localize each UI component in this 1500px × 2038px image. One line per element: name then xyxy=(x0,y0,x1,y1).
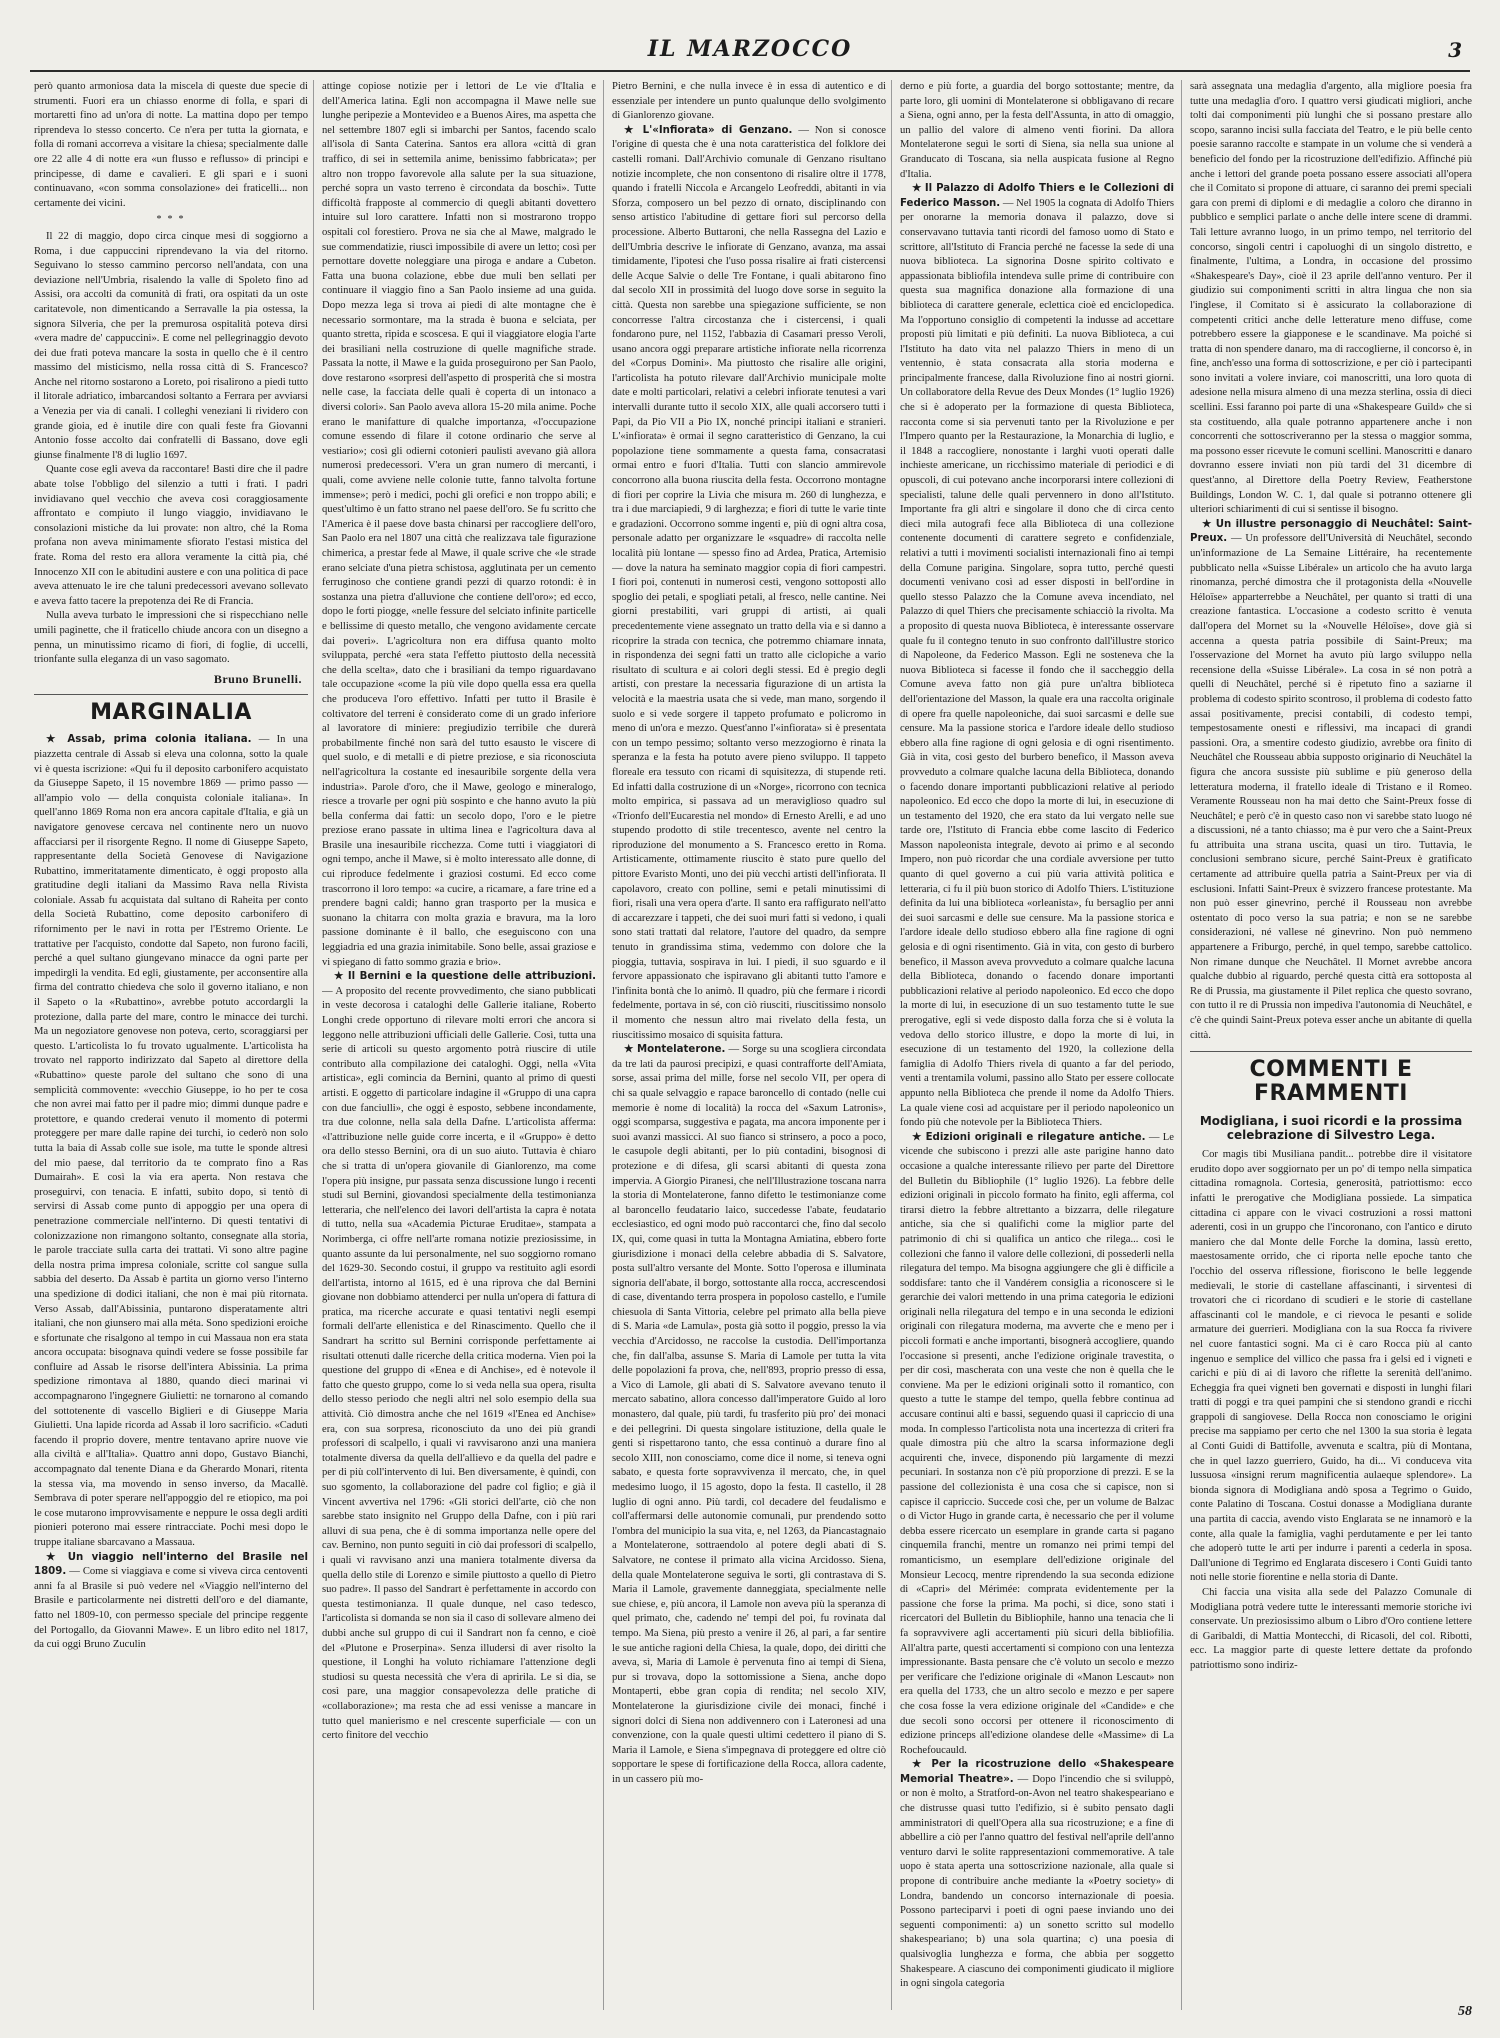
paragraph: attinge copiose notizie per i lettori de Le vie d'Italia e dell'America latina. Egli non accompagna il Mawe nelle sue lunghe peripezie a Montevideo e a Buenos Aires, ma aspetta che nel settembre 1807 egli si imbarchi per Santos, facendo scalo all'isola di Santa Caterina. Santos era allora «città di gran traffico, di sei in settemila anime, benissimo fabbricata»; per altro non troppo favorevole alla salute per la sua situazione, perché sopra un vasto terreno è circondata da boschi». Tutte difficoltà frapposte al commercio di quegli abitanti dovettero intuire sul loro carattere. Infatti non si mostrarono troppo ospitali col forestiero. Prova ne sia che al Mawe, malgrado le sue commendatizie, riuscì impossibile di avere un letto; così per pernottare dovette noleggiare una piroga e andare a Cubeton. Fatta una buona colazione, ebbe due muli ben sellati per continuare il viaggio fino a San Paolo insieme ad una guida. Dopo mezza lega si trova ai piedi di alte montagne che è necessario sormontare, ma la strada è buona e selciata, per quanto stretta, ripida e scoscesa. E qui il viaggiatore elogia l'arte dei brasiliani nella costruzione di quelle magnifiche strade. Passata la notte, il Mawe e la guida proseguirono per San Paolo, dove restarono «sorpresi dell'aspetto di prosperità che si mostra nelle case, la facciata delle quali è coperta di un intonaco a diversi colori». San Paolo aveva allora 15-20 mila anime. Poche erano le manifatture di qualche importanza, «l'occupazione comune essendo di filare il cotone ordinario che serve al vestiario»; così gli odierni cotonieri paulisti avevano già allora numerosi predecessori. V'era un gran numero di mercanti, i quali, come avviene nelle colonie tutte, fanno talvolta fortune immense»; però i medici, pochi gli orefici e non troppo abili; e quest'ultimo è un fatto strano nel paese dell'oro. Se fu scritto che l'America è il paese dove basta chinarsi per raccogliere dell'oro, San Paolo era nel 1807 una città che realizzava tale figurazione chimerica, a prestar fede al Mawe, il quale scrive che «le strade erano selciate d'una pietra schistosa, agglutinata per un cemento ferruginoso che contiene grandi pezzi di quarzo rotondi: è in sostanza una pietra d'alluvione che contiene dell'oro»; ed ecco, dopo le forti piogge, «nelle fessure del selciato infinite particelle e bellissime di questo metallo, che vengono avidamente cercate dai poveri». L'agricoltura non era diffusa quanto molto sviluppata, perché «era stata l'effetto piuttosto della necessità che della scelta», dato che i brasiliani da tempo riguardavano tale occupazione «come la più vile dopo quella essa era quella che produceva l'oro effettivo. Infatti per tutto il Brasile è coltivatore del terreni è considerato come di un grado inferiore al lavoratore di miniere: pregiudizio terribile che durerà probabilmente finché non sarà del tutto esausto le viscere di quel suolo, e di metalli e di pietre preziose, e sia riconosciuta nell'agricoltura la costante ed inesauribile sorgente della vera industria». Parole d'oro, che il Mawe, geologo e mineralogo, riesce a trovarle per ogni più sospinto e che hanno avuto la più bella conferma dai fatti: un secolo dopo, l'oro e le pietre preziose erano passate in ultima linea e l'agricoltura dava al Brasile una inesauribile ricchezza. Come tutti i viaggiatori di ogni tempo, anche il Mawe, si è molto interessato alle donne, di cui riproduce fedelmente i graziosi costumi. Ed ecco come trascorrono il loro tempo: «a cucire, a ricamare, a fare trine ed a prendere bagni caldi; hanno gran trasporto per la musica e suonano la chitarra con molta grazia e bravura, ma la loro passione dominante è il ballo, che eseguiscono con una leggiadria ed una grazia inimitabile. Sono belle, assai graziose e vi spiegano di fatto sommo grazia e brio». xyxy=(322,81,596,968)
article-item xyxy=(900,182,1174,1131)
item-text: — Come si viaggiava e come si viveva circa centoventi anni fa al Brasile si può vedere nel «Viaggio nell'interno del Brasile e particolarmente nei distretti dell'oro e del diamante, fatto nel 1809-10, con permesso speciale del principe reggente del Portogallo, da Giovanni Mawe». E un libro edito nel 1817, da cui oggi Bruno Zuculin xyxy=(34,1566,308,1651)
item-text: — Dopo l'incendio che si sviluppò, or non è molto, a Stratford-on-Avon nel teatro shakespeariano e che distrusse quasi tutto l'edifizio, si è subito pensato dagli amministratori di quell'Opera alla sua ricostruzione; e a fine di abbellire a ciò per l'anno quattro del festival nell'aprile dell'anno venturo darvi le solite rappresentazioni commemorative. A tale uopo è stata aperta una sottoscrizione nazionale, alla quale si propone di contribuire anche mediante la «Poetry society» di Londra, bandendo un concorso internazionale di poesia. Possono parteciparvi i poeti di ogni paese inviando uno dei seguenti componimenti: a) un sonetto scritto sul modello shakespeariano; b) una sola quartina; c) una poesia di qualsivoglia lunghezza e forma, che abbia per soggetto Shakespeare. A ciascuno dei componimenti giudicato il migliore in ogni singola categoria xyxy=(900,1773,1174,1990)
item-text: — Non si conosce l'origine di questa che è una nota caratteristica del folklore dei castelli romani. Dall'Archivio comunale di Genzano risultano notizie incomplete, che non consentono di risalire oltre il 1778, quando i fratelli Niccola e Arcangelo Leofreddi, abitanti in via Sforza, composero un bel pezzo di ornato, disciplinando con senso artistico l'abitudine di gettare fiori sul percorso della processione. Alberto Buttaroni, che nella Rassegna del Lazio e dell'Umbria descrive le infiorate di Genzano, avanza, ma assai timidamente, l'ipotesi che l'uso possa risalire ai frati cistercensi delle Acque Salvie o delle Tre Fontane, i quali abitarono fino dal secolo XII in prossimità del luogo dove sorse in seguito la città. Questa non sarebbe una spiegazione sufficiente, se non concorresse l'altra circostanza che i cistercensi, i quali fondarono pure, nel 1152, l'abbazia di Casamari presso Veroli, usano ancora oggi preparare artistiche infiorate nella ricorrenza del «Corpus Domini». Ma piuttosto che risalire alle origini, l'articolista ha potuto rilevare dall'Archivio municipale molte date e molti particolari, relativi a celebri infiorate tenutesi a vari intervalli durante tutto il secolo XIX, alle quali accorsero tutti i Papi, da Pio VII a Pio IX, nonché principi italiani e stranieri. L'«infiorata» è ormai il segno caratteristico di Genzano, la cui popolazione tiene sommamente a questa fama, consacratasi ormai entro e fuori d'Italia. Tutti con slancio ammirevole concorrono alla buona riuscita della festa. Occorrono montagne di fiori per coprire la Livia che misura m. 260 di lunghezza, e tra i due marciapiedi, 9 di larghezza; e fiori di tutte le varie tinte e gradazioni. Occorrono somme ingenti e, più di ogni altra cosa, personale adatto per organizzare le «squadre» di raccolta nelle località più lontane — spesso fino ad Ardea, Pratica, Artemisio — dove la natura ha seminato maggior copia di fiori campestri. I fiori poi, contenuti in numerosi cesti, vengono sottoposti allo spoglio dei petali, e spogliati petali, al fresco, nelle cantine. Nei giorni prestabiliti, vari gruppi di artisti, ai quali precedentemente viene assegnato un tratto della via e si danno a ricoprire la strada con tecnica, che potremmo chiamare innata, in rispondenza dei segni fatti un tratto alle ciclopiche a vario risultato di scultura e ai colori degli stessi. Ed è pregio degli artisti, con prestare la necessaria figurazione di un artista la velocità e la maestria usata che si vede, man mano, sorgendo il suolo e si vede sorgere il tappeto profumato e policromo in meno di un'ora e mezzo. Quest'anno l'«infiorata» si è presentata con un tempo pessimo; soltanto verso mezzogiorno è rinata la speranza e la festa ha potuto avere pieno sviluppo. Il tappeto floreale era tessuto con ricami di squisitezza, di stupende reti. Ed infatti dalla costruzione di un «Norge», ricorrono con tecnica molto empirica, si passava ad un meraviglioso quadro sul «Trionfo dell'Eucarestia nel mondo» di Ernesto Arelli, e ad uno stupendo prodotto di stile trecentesco, avente nel centro la riproduzione del monumento a S. Francesco eretto in Roma. Artisticamente, ottimamente riuscito è stato pure quello del pittore Evaristo Monti, uno dei più vecchi artisti dell'infiorata. Il capolavoro, creato con polline, semi e petali minutissimi di fiori, risalì una vera opera d'arte. Il santo era raffigurato nell'atto di accarezzare i tappeti, che dei suoi muri fatti si vedono, i quali sono stati trattati dal relatore, l'autore del quadro, da sempre tenuto in grandissima stima, vedemmo con dolore che la pioggia, tuttavia, sospirava in lui. I piedi, il suo sguardo e il fervore appassionato che ispiravano gli abitanti tutto l'amore e l'infinita bontà che lo animò. Il quadro, più che fermare i ricordi fedelmente, portava in sé, con ciò riusciti, riuscitissimo nonsolo il momento che nessun altro mai rivelato della festa, un riuscitissimo mosaico di squisita fattura. xyxy=(612,124,886,1041)
paragraph: sarà assegnata una medaglia d'argento, alla migliore poesia fra tutte una medaglia d'oro. I quattro versi giudicati migliori, anche tolti dai componimenti più lunghi che si possano prestare allo scopo, saranno incisi sulla facciata del Teatro, e le più belle cento poesie saranno raccolte e stampate in un volume che si venderà a beneficio del fondo per la ricostruzione dell'edifizio. Affinché più anche i lettori del grande poeta possano essere associati all'opera che il Comitato si propone di attuare, ci saranno dei premi speciali gara con premi di diplomi e di medaglie a coloro che diranno in pubblico e semplici parlate o anche delle intere scene di drammi. Tali letture avranno luogo, in un primo tempo, nel territorio del concorso, singoli centri i capoluoghi di un singolo distretto, e finalmente, l'ultima, a Londra, in occasione del prossimo «Shakespeare's Day», cioè il 23 aprile dell'anno venturo. Per il giudizio sui componimenti scritti in altra lingua che non sia l'inglese, il Comitato si è assicurato la collaborazione di competenti critici anche delle letterature meno diffuse, come potrebbero essere la giapponese e le scandinave. Ma poiché si tratta di non spendere danaro, ma di raccoglierne, il concorso è, in fine, anch'esso una forma di sottoscrizione, e per ciò i partecipanti sono invitati a volere inviare, coi manoscritti, una loro quota di adesione nella misura almeno di una mezza sterlina, ossia di dieci scellini. Essi faranno poi parte di una «Shakespeare Guild» che si sta costituendo, alla quale potranno appartenere anche i non concorrenti che sottoscriveranno per la stessa o maggior somma, ma possono esser ricevute le comuni scellini. Manoscritti e danaro dovranno essere inviati non più tardi del 31 dicembre di quest'anno, al Direttore della Poetry Review, Featherstone Buildings, London W. C. 1, dal quale si potranno ottenere gli ulteriori schiarimenti di cui si sentisse il bisogno. xyxy=(1190,81,1472,516)
item-text: — Un professore dell'Università di Neuchâtel, secondo un'informazione de La Semaine Littéraire, ha recentemente pubblicato nella «Suisse Libérale» un articolo che ha avuto larga rinomanza, perché dimostra che il protagonista della «Nouvelle Héloïse» apparterrebbe a Neuchâtel, per quanto si tratti di una creazione fantastica. L'occasione a codesto scritto è venuta dall'opera del Mornet su la «Nouvelle Héloïse», dove già si accenna a questa patria possibile di Saint-Preux; ma l'osservazione del Mornet ha avuto più largo sviluppo nella recensione della «Suisse Libérale». La cosa in sé non potrà a quelli di Neuchâtel, perché si è ripetuto fino a saziarne il problema di codesto spirito scontroso, il problema di codesto fatto assai positivamente, precisi contabili, di codesto tempi, tempestosamente onesti e riflessivi, ma incapaci di grandi passioni. Ora, a smentire codesto giudizio, avrebbe ora finito di Neuchâtel che Rousseau abbia supposto originario di Neuchâtel la figura che ancora sussiste più sublime e più generoso della letteratura moderna, il fratello ideale di Tristano e il Romeo. Veramente Rousseau non ha mai detto che Saint-Preux fosse di Neuchâtel; e però c'è in questo caso non vi sarebbe stato luogo né a discussioni, né a tanto chiasso; ma è pur vero che a Saint-Preux fu attribuita una strana uscita, quasi un tiro. Tuttavia, le conclusioni sembrano sicure, perché Saint-Preux è gratificato certamente ad attribuire quella patria a Saint-Preux per via di esclusioni. Infatti Saint-Preux è svizzero francese protestante. Ma non può esser ginevrino, perché il Rousseau non avrebbe ostentato di poco verso la sua patria; e non se ne sarebbe considerazioni, né vallese né ginevrino. Non può nemmeno appartenere a Friburgo, perché, in quel tempo, sarebbe cattolico. Non rimane dunque che Neuchâtel. Il Mornet avrebbe ancora qualche dubbio al riguardo, perché questa città era sottoposta al Re di Prussia, ma giustamente il Pilet replica che questo sovrano, con tutto il re di Prussia non impediva l'autonomia di Neuchâtel, e c'è che quindi Saint-Preux poteva esser anche un abitante di quella città. xyxy=(1190,533,1472,1041)
star-icon: ★ xyxy=(912,1131,926,1143)
article-item xyxy=(612,1043,886,1787)
star-icon: ★ xyxy=(46,734,68,746)
star-icon: ★ xyxy=(46,1551,68,1563)
item-heading: Un viaggio nell'interno del Brasile nel 1809. xyxy=(34,1551,308,1578)
masthead: IL MARZOCCO xyxy=(647,36,853,62)
article-item xyxy=(34,733,308,1550)
column-2 xyxy=(322,80,596,2010)
item-heading: Un illustre personaggio di Neuchâtel: Saint-Preux. xyxy=(1190,518,1472,545)
star-icon: ★ xyxy=(912,1759,932,1771)
star-icon: ★ xyxy=(912,183,925,195)
column-5 xyxy=(1190,80,1472,2010)
paragraph: Il 22 di maggio, dopo circa cinque mesi di soggiorno a Roma, i due cappuccini riprendevano la via del ritorno. Seguivano lo stesso cammino percorso nell'andata, con una deviazione nell'Umbria, risalendo la valle di Spoleto fino ad Assisi, ora accolti da comunità di frati, ora ospitati da un oste caritatevole, non dimenticando a Serravalle la pia ostessa, la signora Silveria, che per la premurosa ospitalità poteva dirsi «vera madre de' cappuccini». E come nel pellegrinaggio devoto dei due frati poteva mancare la sosta in quello che è il centro massimo del misticismo, nella rossa città di S. Francesco? Anche nel ritorno sostarono a Loreto, poi risalirono a piedi tutto il litorale adriatico, imbarcandosi soltanto a Ferrara per avviarsi a Venezia per via di canali. I colleghi veneziani li rividero con grande gioia, ed è inutile dire con quali feste fra Giovanni Antonio fosse accolto dai confratelli di Bassano, dove egli giunse finalmente l'8 di luglio 1697. xyxy=(34,230,308,461)
item-heading: Il Palazzo di Adolfo Thiers e le Collezioni di Federico Masson. xyxy=(900,183,1174,209)
column-3 xyxy=(612,80,886,2010)
section-title: MARGINALIA xyxy=(34,694,308,725)
article-item xyxy=(1190,518,1472,1043)
paragraph: Quante cose egli aveva da raccontare! Basti dire che il padre abate tolse l'obbligo del silenzio a tutti i frati. I padri invidiavano quel vecchio che aveva così coraggiosamente affrontato e compiuto il lungo viaggio, invidiavano le consolazioni mistiche da lui provate: non altro, ché la Roma profana non aveva minimamente sfiorato l'estasi mistica del frate. Roma del resto era allora veramente la città pia, ché Innocenzo XII con le abitudini austere e con una politica di pace aveva attenuato le ire che taluni predecessori avevano sollevato e aveva fatto tacere la prepotenza dei Re di Francia. xyxy=(34,464,308,607)
paragraph: Nulla aveva turbato le impressioni che si rispecchiano nelle umili paginette, che il fraticello chiude ancora con un disegno a penna, un minutissimo ricamo di fiori, di foglie, di uccelli, trionfante sulla eleganza di un vaso sagomato. xyxy=(34,610,308,666)
item-heading: Per la ricostruzione dello «Shakespeare Memorial Theatre». xyxy=(900,1759,1174,1785)
article-item xyxy=(900,1758,1174,1992)
star-icon: ★ xyxy=(1202,518,1216,530)
item-text: — A proposito del recente provvedimento, che siano pubblicati in veste decorosa i cataloghi delle Gallerie italiane, Roberto Longhi crede opportuno di rilevare molti errori che ancora si leggono nelle attribuzioni ufficiali delle Gallerie. Così, tutta una serie di articoli su questo argomento potrà riuscire di utile contributo alla compilazione dei cataloghi. Oggi, nella «Vita artistica», egli comincia da Bernini, quanto al primo di questi artisti. E oggetto di particolare indagine il «Gruppo di una capra con due fanciulli», che oggi è esposto, sebbene incondamente, tra due colonne, nella sala della Dafne. L'articolista afferma: «l'attribuzione nelle guide corre incerta, e il «Gruppo» è detto ora dello stesso Bernini, ora di un suo aiuto. Tuttavia è chiaro che si tratta di un'opera giovanile di Gianlorenzo, ma come l'opera più insigne, pur passata senza discussione lungo i recenti studi sul Bernini, giovandosi specialmente della testimonianza letteraria, che nell'elenco dei lavori dell'artista la capra è notata di tutto, nella sua «Academia Picturae Eruditae», stampata a Norimberga, ci offre nell'arte romana notizie preziosissime, in quanto assunte da lui personalmente, nel suo soggiorno romano del 1629-30. Secondo costui, il gruppo va restituito agli esordi dell'artista, intorno al 1615, ed è una riprova che dal Bernini giovane non dobbiamo attenderci per nulla un'opera di fattura di pratica, ma ricerche accurate e quasi tentativi negli esempi formali dell'arte ellenistica e del Rinascimento. Quello che il Sandrart ha scritto sul Bernini corrisponde perfettamente ai risultati ottenuti dalle ricerche della critica moderna. Vien poi la questione del gruppo di «Enea e di Anchise», ed è notevole il fatto che questo gruppo, come lo si veda nella sua opera, risulta dello stesso periodo che negli altri nel solo esempio della sua attività. Ciò dimostra anche che nel 1619 «l'Enea ed Anchise» era, con sua sorpresa, riconosciuto da uno dei più grandi professori di scalpello, i quali vi ravvisarono anzi una maniera totalmente diversa da quella dell'allievo e da quella del padre e per di più coll'intervento di lui. Ben diversamente, è quindi, con suo sgomento, la collaborazione del padre col figlio; e già il Vincent avvertiva nel 1796: «Gli storici dell'arte, ciò che non sarebbe stato insignito nel Gruppo della Dafne, con i più rari alluvi di sua pena, che è di somma importanza nelle opere del cav. Bernino, non punto seguiti in ciò dai professori di scalpello, i quali vi ravvisano anzi una maniera totalmente diversa da quella dello stile di Lorenzo e simile piuttosto a quello di Pietro suo padre». Il passo del Sandrart è perfettamente in accordo con questa testimonianza. Il quale dunque, nel caso tedesco, l'articolista si domanda se non sia il caso di sollevare almeno dei dubbi anche sul gruppo di cui il Sandrart non fa cenno, e cioè del «Plutone e Proserpina». Senza illudersi di aver risolto la questione, il Longhi ha voluto richiamare l'attenzione degli studiosi su questa necessità che v'era di apririla. Le si dia, se così pare, una maggior consapevolezza delle pratiche di «collaborazione»; ma resta che ad essi venisse a mancare in tutto quel manierismo e nel crescente superficiale — con un certo finitore del vecchio xyxy=(322,985,596,1742)
paragraph: derno e più forte, a guardia del borgo sottostante; mentre, da parte loro, gli uomini di Montelaterone si obbligavano di recare a Siena, ogni anno, per la festa dell'Assunta, in atto di omaggio, un pallio del valore di almeno venti fiorini. Da allora Montelaterone seguì le sorti di Siena, sia nella sua unione al Granducato di Toscana, sia nella auspicata fusione al Regno d'Italia. xyxy=(900,81,1174,180)
column-rule xyxy=(603,80,604,2010)
column-rule xyxy=(313,80,314,2010)
section-title: COMMENTI E FRAMMENTI xyxy=(1190,1051,1472,1106)
column-4 xyxy=(900,80,1174,2010)
article-subtitle: Modigliana, i suoi ricordi e la prossima celebrazione di Silvestro Lega. xyxy=(1199,1114,1463,1143)
article-item xyxy=(322,970,596,1743)
column-rule xyxy=(891,80,892,2010)
item-text: — Nel 1905 la cognata di Adolfo Thiers per onorarne la memoria donava il palazzo, dove si conservavano tuttavia tanti ricordi del famoso uomo di Stato e scrittore, all'Istituto di Francia perché ne facesse la sede di una nuova biblioteca. La signorina Dosne spirito coltivato e appassionata bibliofila intendeva sulle prime di contribuire con questa sua magnifica donazione alla formazione di una biblioteca di carattere generale, eclettica cioè ed enciclopedica. Ma l'opportuno consiglio di competenti la indusse ad accettare proposti più limitati e più definiti. La nuova Biblioteca, a cui l'Istituto ha dato vita nel palazzo Thiers in meno di un ventennio, è stata consacrata alla storia moderna e principalmente francese, dalla Rivoluzione fino ai nostri giorni. Un collaboratore della Revue des Deux Mondes (1° luglio 1926) che si è adoperato per la formazione di questa Biblioteca, racconta come si sia pervenuti tanto per la Rivoluzione e per l'Impero quanto per la Restaurazione, la Monarchia di luglio, e il 1848 a raccogliere, nonostante i larghi vuoti operati dalle inchieste americane, un ricchissimo materiale di periodici e di opuscoli, di cui potevano anche incorporarsi intere collezioni di specialisti, talune delle quali pervennero in dono all'Istituto. Importante fra gli altri e singolare il dono che di circa cento dieci mila autografi fece alla Biblioteca di una collezione contenente documenti di carattere segreto e confidenziale, relativi a tutti i movimenti socialisti internazionali fino ai tempi della Comune parigina. Singolare, sopra tutto, perché questi documenti venivano così ad esser disposti in bell'ordine in quello stesso Palazzo che la Comune aveva incendiato, nel Palazzo di quel Thiers che precisamente schiacciò la rivolta. Ma a proposito di questa nuova Biblioteca, è interessante osservare quale fu il contegno tenuto in suo confronto dall'illustre storico di Napoleone, da Federico Masson. Egli ne sosteneva che la nuova Biblioteca si facesse il fondo che il saccheggio della Comune aveva fatto non già pure un'altra biblioteca dell'orientazione del Masson, la quale era una raccolta originale di opere fra quelle napoleoniche, dai suoi sarcasmi e delle sue censure. Ma la passione storica e l'ardore ideale dello studioso ebbero alla fine ragione di ogni gelosia e di ogni risentimento. Già in vita, così gesto del burbero benefico, il Masson aveva provveduto a colmare qualche lacuna della Biblioteca, donando o facendo donare importanti pubblicazioni relative al periodo napoleonico. Ed ecco che dopo la morte di lui, in esecuzione di un testamento del 1920, che era stato da lui vergato nelle sue tarde ore, l'Istituto di Francia ebbe come lascito di Federico Masson napoleonista integrale, devoto ai primo e al secondo Impero, non può ricordar che una cordiale avversione per tutto quanto di quel governo a cui più varia attività politica e letteraria, ci fu il più buon storico di Adolfo Thiers. L'istituzione definita da lui una biblioteca «orleanista», fu bersaglio per anni dei suoi sarcasmi e delle sue censure. Ma la passione storica e l'ardore ideale dello studioso ebbero alla fine ragione di ogni gelosia e di ogni risentimento. Già in vita, con gesto di burbero benefico, il Masson aveva provveduto a colmare qualche lacuna della Biblioteca, donando o facendo donare importanti pubblicazioni relative al periodo napoleonico. Ed ecco che dopo la morte di lui, in esecuzione di un suo testamento tutte le sue prerogative, egli si vede disposto dalla forza che si è voluta la vedova dello storico illustre, e dopo la morte di lui, in esecuzione di un testamento del 1920, la collezione della famiglia di Adolfo Thiers rivela di quanto a far del periodo, venti a trentamila volumi, passino allo Stato per essere collocate appunto nella Biblioteca che prende il nome da Adolfo Thiers. La quale viene così ad acquistare per il periodo napoleonico un fondo più che notevole per la Biblioteca Thiers. xyxy=(900,197,1174,1129)
article-item xyxy=(900,1131,1174,1759)
item-text: — In una piazzetta centrale di Assab si eleva una colonna, sotto la quale vi è questa iscrizione: «Qui fu il deposito carbonifero acquistato da Giuseppe Sapeto, il 15 novembre 1869 — primo passo — all'ampio volo — della conquista coloniale italiana». In quell'anno 1869 Roma non era ancora capitale d'Italia, e già un navigatore genovese cercava nel continente nero un nuovo affacciarsi per il risorgente Regno. Il nome di Giuseppe Sapeto, rappresentante della Società Genovese di Navigazione Rubattino, immeritatamente dimenticato, è oggi proposto alla gratitudine degli italiani da Massimo Rava nella Rivista coloniale. Assab fu acquistata dal sultano di Raheita per conto della Società Rubattino, come deposito carbonifero di rifornimento per le navi in rotta per l'Estremo Oriente. Le trattative per l'acquisto, condotte dal Sapeto, non furono facili, perché a quel sultano giungevano minacce da ogni parte per impedirgli la vendita. Ed egli, giustamente, per acconsentire alla firma del contratto chiedeva che solo il governo italiano, e non il Sapeto o la «Rubattino», avrebbe potuto accordargli la protezione, dalla parte del mare, contro le minacce dei turchi. Ma un negoziatore genovese non poteva, certo, scoraggiarsi per questo. L'articolista lo fu trovato ugualmente. L'articolista ha trovato nel rapporto indirizzato dal Sapeto al direttore della «Rubattino» queste parole del sultano che sono di una semplicità commovente: «vecchio Giuseppe, io ho per te cosa che non avrei mai fatto per il padre mio; dimmi dunque padre e protettore, e quando crederai venuto il momento di potermi proteggere per mare dalle rapine dei turchi, io cederò non solo tutta la baia di Assab colle sue isole, ma tutte le sponde altresì del mio paese, dal territorio da te comprato fino a Ras Dumairah». E così la via era aperta. Non restava che proseguirvi, con tenacia. E infatti, subito dopo, si tentò di servirsi di Assab come punto di appoggio per una opera di penetrazione commerciale nell'interno. Di questi tentativi di colonizzazione non rimangono soltanto, consegnate alla storia, le parole tracciate sulla carta dei trattati. Vi sono altre pagine della nostra prima impresa coloniale, scritte col sangue sulla sabbia del deserto. Da Assab è partita un giorno verso l'interno una spedizione di dodici italiani, che non è mai più ritornata. Verso Assab, dall'Abissinia, puntarono disperatamente altri italiani, che non giunsero mai alla méta. Sono spedizioni eroiche e sfortunate che risalgono al tempo in cui Massaua non era stata ancora occupata: bisognava quindi vedere se fosse possibile far confluire ad Assab le risorse dell'intera Abissinia. La prima spedizione rimontava al 1880, quando dieci marinai vi accompagnarono l'ingegnere Giulietti: ne tornarono al comando del sottotenente di vascello Biglieri e di Giuseppe Maria Giulietti. Una lapide ricorda ad Assab il loro sacrificio. «Caduti facendo il proprio dovere, mentre tentavano aprire nuove vie alla civiltà e all'Italia». Quattro anni dopo, Gustavo Bianchi, accompagnato dal tenente Diana e da Gherardo Monari, ritenta la stessa via, ma movendo in senso inverso, da Macallè. Sembrava di poter sperare nell'appoggio del re etiopico, ma poi le cose mutarono improvvisamente e neppure le ossa degli arditi pionieri poterono mai essere rintracciate. Pochi mesi dopo le truppe italiane sbarcavano a Massaua. xyxy=(34,734,308,1548)
item-text: — Le vicende che subiscono i prezzi alle aste parigine hanno dato occasione a qualche interessante rilievo per parte del Direttore del Bulletin du Bibliophile (1° luglio 1926). La febbre delle edizioni originali in piccolo formato ha finito, egli afferma, col tirarsi dietro la febbre altrettanto a bizzarra, delle rilegature antiche, sia che si qualifichi come la miglior parte del patrimonio di chi si qualifica un antico che rilega... così le collezioni che fanno il valore delle collezioni, di possederli nella rilegatura del tempo. Ma bisogna aggiungere che gli è difficile a soddisfare: tanto che il Vandérem consiglia a riconoscere sì le gerarchie dei valori mettendo in una prima categoria le edizioni originali nella rilegatura del tempo e in una seconda le edizioni originali con rilegatura moderna, ma avverte che e meno per i piccoli formati e anche importanti, bisognerà accogliere, quando l'occasione si presenti, anche l'edizione originale travestita, o per dir così, mascherata con una veste che non è quella che le conviene. Ma per le edizioni originali sotto il romantico, con questo a tutte le stampe del tempo, quella febbre continua ad accusare continui alti e bassi, seguendo quasi il capriccio di una moda. In complesso l'articolista nota una incertezza di criteri fra quale dimostra più che altro la scarsa informazione degli acquirenti che, invece, disponendo più largamente di mezzi pecuniari. In sostanza non c'è più proporzione di prezzi. E se la passione del collezionista è una cosa che si capisce, non si capisce il capriccio. Succede così che, per un volume de Balzac o di Victor Hugo in grande carta, è necessario che per il volume debba essere ricercato un esemplare in grande carta si pagano cinquemila franchi, mentre un romanzo nei primi tempi del romanticismo, un esemplare dell'edizione originale del Monsieur Lecocq, mentre riprendendo la sua seconda edizione di «Capri» del Mérimée: comprata evidentemente per la passione che forse la prima. Ma pochi, si dice, sono stati i ricercatori del Bulletin du Bibliophile, hanno una tenacia che li fa sopravvivere agli accertamenti più sicuri della bibliofilia. All'altra parte, questi accertamenti si compiono con una lentezza impressionante. Basta pensare che c'è voluto un secolo e mezzo per verificare che l'edizione originale di «Manon Lescaut» non era quella del 1733, che un altro secolo e mezzo e per sapere che cosa fosse la vera edizione originale del «Candide» e che due secoli sono occorsi per ottenere il riconoscimento di edizione princeps all'edizione olandese delle «Massime» di La Rochefoucauld. xyxy=(900,1131,1174,1756)
paragraph: Cor magis tibi Musiliana pandit... potrebbe dire il visitatore erudito dopo aver soggiornato per un po' di tempo nella simpatica cittadina romagnola. Cortesia, generosità, patriottismo: ecco infatti le prerogative che Modigliana possiede. La simpatica cittadina ci appare con le vivaci costruzioni a rossi mattoni aderenti, così in un gruppo che l'incoronano, con l'antico e diruto maniero che dal Monte delle Forche la domina, lassù eretto, maestosamente orrido, che ci riporta nelle epoche tanto che l'occhio del osserva riflessione, fioriscono le belle leggende medievali, le storie di castellane affascinanti, i sirventesi di trovatori che ci ricordano di scudieri e le storie di castellane affascinanti col le mandole, e ci rievoca le pesanti e solide armature dei guerrieri. Modigliana con la sua Rocca fa rivivere nel cuore fantastici sogni. Ma ci è caro Rocca più al canto ingenuo e semplice del villico che passa fra i gelsi ed i vigneti e carichi e più di ai di lavoro che riflette la serenità dell'animo. Echeggia fra quei vigneti ben governati e disposti in lunghi filari tratti di poggi e tra quei pampini che si stendono grandi e ricchi grappoli di sangiovese. Della Rocca non conosciamo le origini precise ma sappiamo per certo che nel 1300 la sua storia è legata al Conti Guidi di Battifolle, avvenuta e scaltra, più di Montana, che in quel lazzo guerriero, Guido, ha di... Vi conduceva vita lussuosa «insigni rerum magnificentia aulaeque splendore». La bionda signora di Modigliana andò sposa a Tegrimo o Guido, conte Palatino di Toscana. Costui donasse a Modigliana durante una partita di caccia, avendo visto Englarata se ne innamorò e la conte, alla quale la famiglia, vaghi perdutamente e per lei tanto che adoperò tutte le arti per indurre i parenti a cederla in sposa. Dall'unione di Tegrimo ed Englarata discesero i Conti Guidi tanto noti nelle storie fiorentine e nella storia di Dante. xyxy=(1190,1149,1472,1584)
item-heading: L'«Infiorata» di Genzano. xyxy=(642,124,793,136)
page-header xyxy=(30,36,1470,72)
item-heading: Edizioni originali e rilegature antiche. xyxy=(925,1131,1146,1143)
column-1 xyxy=(34,80,308,2010)
column-rule xyxy=(1181,80,1182,2010)
paragraph: Pietro Bernini, e che nulla invece è in essa di autentico e di essenziale per intendere un punto qualunque dello svolgimento di Gianlorenzo giovane. xyxy=(612,81,886,122)
item-heading: Montelaterone. xyxy=(637,1044,726,1056)
item-heading: Assab, prima colonia italiana. xyxy=(67,734,252,746)
folio-number: 58 xyxy=(1458,2004,1472,2019)
article-item xyxy=(612,124,886,1043)
star-icon: ★ xyxy=(334,971,348,983)
asterism: * * * xyxy=(156,214,186,226)
page-number: 3 xyxy=(1448,38,1462,62)
item-heading: Il Bernini e la questione delle attribuzioni. xyxy=(347,971,596,983)
paragraph: però quanto armoniosa data la miscela di queste due specie di strumenti. Fuori era un chiasso enorme di folla, e spari di mortaretti fino ad un'ora di notte. La mattina dopo per tempo riprendeva lo stesso concerto. Ce n'era per tutta la giornata, e folla di romani accorreva a visitare la chiesa; specialmente dalle ore 22 alle 4 di notte era «un flusso e reflusso» di principi e principesse, di dame e cavalieri. E gli spari e i suoni continuavano, «con somma consolazione» dei fraticelli... non certamente dei vicini. xyxy=(34,81,308,209)
paragraph: Chi faccia una visita alla sede del Palazzo Comunale di Modigliana potrà vedere tutte le interessanti memorie storiche ivi conservate. Un preziosissimo album o Libro d'Oro contiene lettere di Garibaldi, di Mattia Montecchi, di Ricasoli, del col. Ribotti, ecc. La maggior parte di queste lettere dettate da profondo patriottismo sono indiriz- xyxy=(1190,1587,1472,1671)
item-text: — Sorge su una scogliera circondata da tre lati da paurosi precipizi, e quasi contrafforte dell'Amiata, sorse, assai prima del mille, forse nel secolo VII, per opera di chi sa quale selvaggio e rapace baroncello di contado (nelle cui memorie è nome di località) la rocca del «Saxum Latronis», oggi scomparsa, suggestiva e pagata, ma ancora imponente per i suoi avanzi massicci. Al suo fianco si strinsero, a poco a poco, le casupole degli abitanti, per lo più contadini, bisognosi di protezione e di difesa, gli scarsi abitanti di questa zona impervia. A Giorgio Piranesi, che nell'Illustrazione toscana narra la storia di Montelaterone, fanno difetto le testimonianze come al baroncello feudatario laico, succedesse l'abate, feudatario ecclesiastico, ed ogni modo può raccontarci che, fino dal secolo IX, qui, come quasi in tutta la Montagna Amiatina, ebbero forte giurisdizione i monaci della celebre abbadia di S. Salvatore, posta sull'altro versante del Monte. Sotto l'operosa e illuminata signoria dell'abate, il borgo, sottostante alla rocca, accrescendosi di case, diventando terra prospera in popoloso castello, e l'umile chiesuola di Santa Vittoria, celebre pel primato alla bella pieve di S. Maria «de Lamula», posta già sotto il poggio, presso la via vecchia d'Arcidosso, ne raccolse la custodia. Dell'importanza che, fin dall'alba, assunse S. Maria di Lamole per tutta la vita delle popolazioni fa prova, che, nell'893, proprio presso di essa, a Vico di Lamole, gli abati di S. Salvatore avevano tenuto il mercato sabatino, allora concesso dall'imperatore Guido al loro monastero, dal quale, più tardi, fu trasferito più pro' dei monaci e dei pellegrini. Di questa singolare istituzione, della quale le genti si rispettarono tanto, che essa continuò a durare fino al secolo XIII, non conosciamo, come dice il nome, si teneva ogni sabato, e questa forte sopravvivenza il mercato, che, in quel medesimo luogo, il 15 agosto, dopo la festa. Il castello, il 28 luglio di ogni anno. Più tardi, col decadere del feudalismo e coll'affermarsi delle autonomie comunali, pur prendendo sotto l'ombra del municipio la sua vita, e, nel 1263, da Piancastagnaio a Montelaterone, sottraendolo al potere degli abati di S. Salvatore, ne contese il primato alla vicina Arcidosso. Siena, della quale Montelaterone seguiva le sorti, gli contrastava di S. Maria il Lamole, gravemente danneggiata, specialmente nelle sue chiese, e, più ancora, il Lamole non aveva più la speranza di quel primato, che, cadendo ne' tempi del poi, fu rovinata dal tempo. Ma Siena, più presto a venire il 26, al pari, a far sentire le sue antiche ragioni della Chiesa, la quale, dopo, dei diritti che aveva, sì, Maria di Lamole è pervenuta fino ai tempi di Siena, pur si trovava, dopo la sottomissione a Siena, anche dopo Montaperti, ebbe gran copia di rendita; nel secolo XIV, Montelaterone la giurisdizione civile dei monaci, finché i signori dolci di Siena non addivennero con i Lateronesi ad una convenzione, con la quale questi ultimi cedettero il piano di S. Maria il Lamole, e Siena s'impegnava di proteggere ed oltre ciò sopportare le spese di fortificazione della Rocca, allora cadente, in un cassero più mo- xyxy=(612,1044,886,1785)
author-signature: Bruno Brunelli. xyxy=(213,671,302,686)
star-icon: ★ xyxy=(624,1044,637,1056)
article-item xyxy=(34,1551,308,1653)
star-icon: ★ xyxy=(624,124,643,136)
